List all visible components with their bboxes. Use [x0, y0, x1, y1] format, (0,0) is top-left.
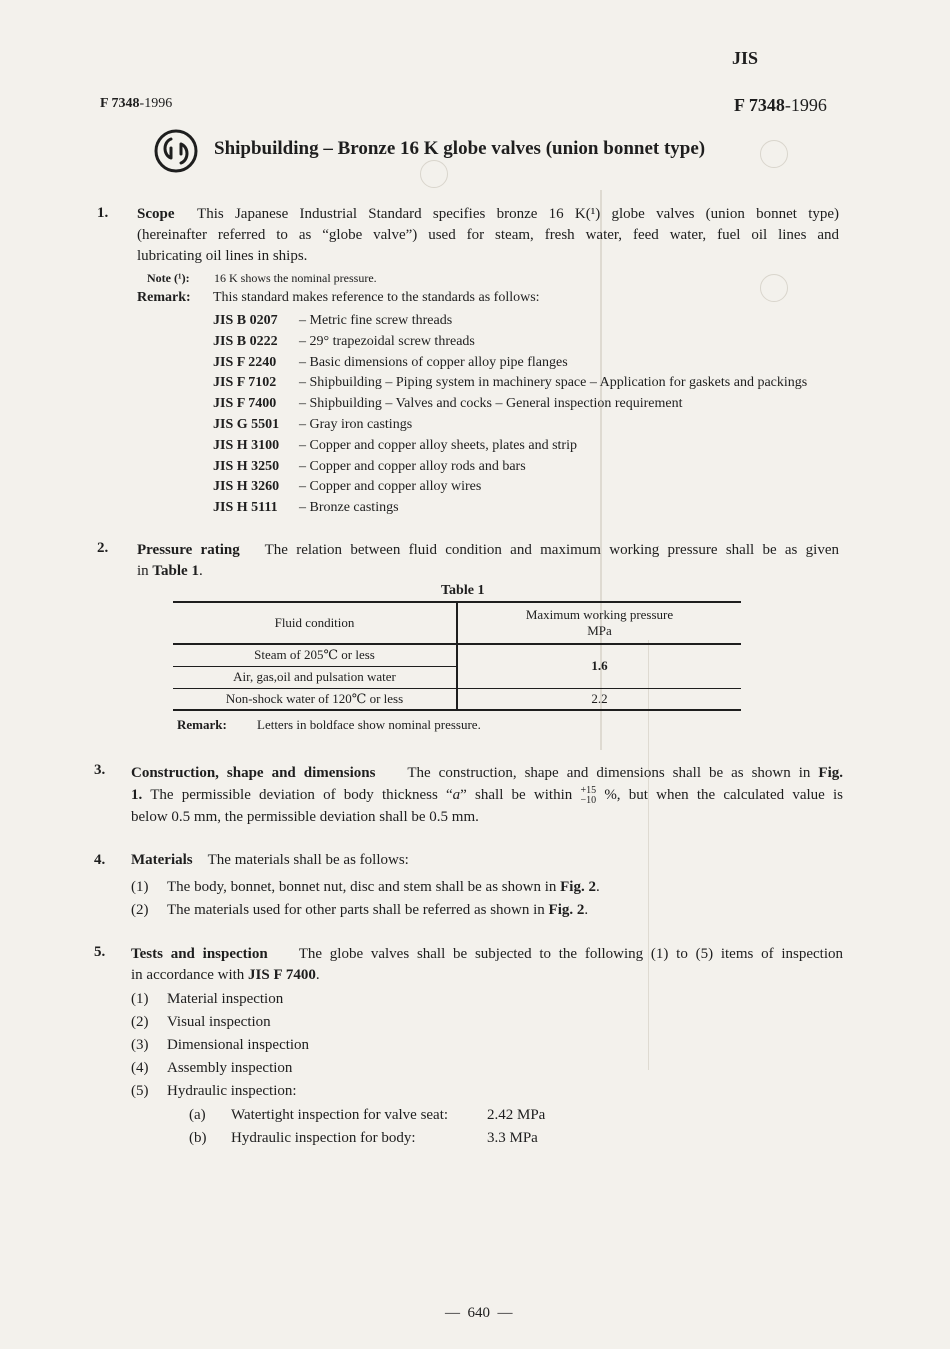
section-4-materials: Materials The materials shall be as follows:	[131, 852, 409, 868]
reference-item: JIS H 3260 – Copper and copper alloy wires	[213, 479, 482, 495]
table-header-max-pressure: Maximum working pressure MPa	[525, 607, 674, 638]
remark-label: Remark:	[137, 290, 191, 305]
section-5-number: 5.	[94, 944, 106, 960]
tolerance-value: +15 −10	[580, 784, 597, 806]
table-remark-text: Letters in boldface show nominal pressure.	[257, 717, 481, 732]
list-item: (2) The materials used for other parts shall be referred as shown in Fig. 2.	[131, 902, 589, 918]
reference-item: JIS G 5501 – Gray iron castings	[213, 416, 413, 432]
jis-mark-icon	[153, 128, 199, 179]
bleed-through-circle	[420, 160, 448, 188]
reference-item: JIS H 3250 – Copper and copper alloy rods and bars	[213, 458, 526, 474]
section-4-number: 4.	[94, 852, 106, 868]
table-cell-condition: Non-shock water of 120℃ or less	[173, 688, 457, 710]
table-title: Table 1	[441, 583, 485, 598]
list-item: (2) Visual inspection	[131, 1014, 271, 1030]
document-title: Shipbuilding – Bronze 16 K globe valves (union bonnet type)	[214, 138, 706, 159]
section-2-number: 2.	[97, 540, 109, 556]
list-item: (3) Dimensional inspection	[131, 1037, 310, 1053]
reference-item: JIS F 7400 – Shipbuilding – Valves and cocks – General inspection requirement	[213, 396, 683, 412]
reference-item: JIS H 5111 – Bronze castings	[213, 500, 399, 516]
section-1-scope: Scope This Japanese Industrial Standard specifies bronze 16 K(¹) globe valves (union bonnet type) (hereinafter referred to as “globe valve”) used for steam, fresh water, feed water, fuel oil lines and lubricating oil lines in ships.	[137, 206, 840, 264]
reference-item: JIS F 2240 – Basic dimensions of copper alloy pipe flanges	[213, 354, 568, 370]
page-number: — 640 —	[445, 1305, 513, 1321]
section-5-tests: Tests and inspection The globe valves shall be subjected to the following (1) to (5) items of inspection in accordance with JIS F 7400.	[131, 946, 844, 983]
jis-mark-label: JIS	[732, 48, 759, 68]
bleed-through-circle	[760, 140, 788, 168]
section-2-pressure-rating: Pressure rating The relation between fluid condition and maximum working pressure shall be as given in Table 1.	[137, 542, 840, 579]
list-item: (1) Material inspection	[131, 991, 284, 1007]
standard-code-left: F 7348-1996	[100, 96, 173, 111]
reference-item: JIS F 7102 – Shipbuilding – Piping system in machinery space – Application for gaskets and packings	[213, 375, 808, 391]
note-text: 16 K shows the nominal pressure.	[214, 271, 377, 285]
table-cell-condition: Air, gas,oil and pulsation water	[173, 666, 457, 688]
list-item: (b) Hydraulic inspection for body: 3.3 MPa	[189, 1130, 538, 1146]
note-label: Note (¹):	[147, 271, 190, 285]
table-cell-condition: Steam of 205℃ or less	[173, 644, 457, 666]
list-item: (4) Assembly inspection	[131, 1060, 293, 1076]
list-item: (5) Hydraulic inspection:	[131, 1083, 297, 1099]
remark-text: This standard makes reference to the standards as follows:	[213, 290, 540, 305]
reference-item: JIS H 3100 – Copper and copper alloy sheets, plates and strip	[213, 437, 577, 453]
reference-item: JIS B 0222 – 29° trapezoidal screw threads	[213, 333, 475, 349]
bleed-through-circle	[760, 274, 788, 302]
inspection-list	[131, 988, 309, 1103]
section-1-number: 1.	[97, 205, 109, 221]
materials-list	[131, 876, 600, 922]
table-header-fluid-condition: Fluid condition	[173, 602, 457, 644]
list-item: (a) Watertight inspection for valve seat: 2.42 MPa	[189, 1107, 546, 1123]
table-1	[173, 601, 741, 711]
table-cell-pressure: 1.6	[457, 644, 741, 688]
section-3-number: 3.	[94, 762, 106, 778]
section-3-construction: Construction, shape and dimensions The construction, shape and dimensions shall be as shown in Fig. 1. The permissible deviation of body thickness “a” shall be within +15 −10 %, but when the calculated value is below 0.5 mm, the permissible deviation shall be 0.5 mm.	[131, 765, 844, 825]
table-cell-pressure: 2.2	[591, 690, 608, 706]
list-item: (1) The body, bonnet, bonnet nut, disc and stem shall be as shown in Fig. 2.	[131, 879, 600, 895]
reference-list	[213, 311, 807, 519]
table-remark-label: Remark:	[177, 717, 227, 732]
hydraulic-sub-list	[189, 1104, 545, 1150]
standard-code-right: F 7348-1996	[734, 95, 827, 115]
reference-item: JIS B 0207 – Metric fine screw threads	[213, 313, 453, 328]
